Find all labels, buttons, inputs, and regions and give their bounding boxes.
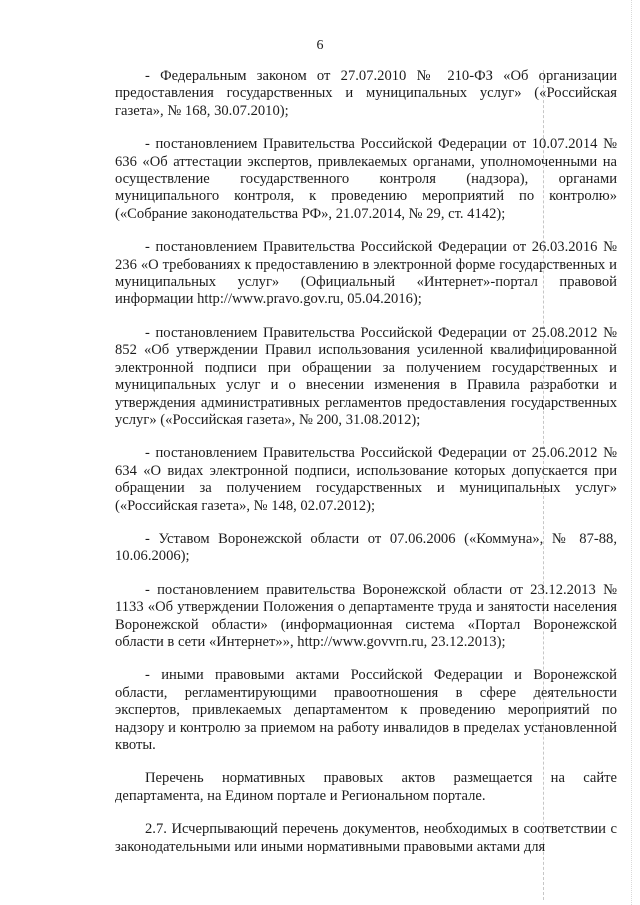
- paragraph-federal-law-210: - Федеральным законом от 27.07.2010 № 210-ФЗ «Об организации предоставления государственных и муниципальных услуг» («Российская газета», № 168, 30.07.2010);: [115, 68, 617, 119]
- paragraph-other-acts: - иными правовыми актами Российской Федерации и Воронежской области, регламентирующими правоотношения в сфере деятельности экспертов, привлекаемых департаментом к проведению мероприятий по надзору и контролю за приемом на работу инвалидов в пределах установленной квоты.: [115, 667, 617, 753]
- paragraph-resolution-236: - постановлением Правительства Российской Федерации от 26.03.2016 № 236 «О требованиях к предоставлению в электронной форме государственных и муниципальных услуг» (Официальный «Интернет»-портал правовой информации http://www.pravo.gov.ru, 05.04.2016);: [115, 239, 617, 308]
- scan-artifact-edge: [631, 0, 632, 905]
- paragraph-resolution-852: - постановлением Правительства Российской Федерации от 25.08.2012 № 852 «Об утверждении Правил использования усиленной квалифицированной электронной подписи при обращении за получением государственных и муниципальных услуг и о внесении изменения в Правила разработки и утверждения административных регламентов предоставления государственных услуг» («Российская газета», № 200, 31.08.2012);: [115, 324, 617, 428]
- paragraph-charter-voronezh: - Уставом Воронежской области от 07.06.2006 («Коммуна», № 87-88, 10.06.2006);: [115, 530, 617, 565]
- paragraph-section-2-7: 2.7. Исчерпывающий перечень документов, необходимых в соответствии с законодательными или иными нормативными правовыми актами для: [115, 821, 617, 855]
- page-number: 6: [316, 38, 324, 53]
- paragraph-resolution-1133: - постановлением правительства Воронежской области от 23.12.2013 № 1133 «Об утверждении Положения о департаменте труда и занятости населения Воронежской области» (информационная система «Портал Воронежской области в сети «Интернет»», http://www.govvrn.ru, 23.12.2013);: [115, 581, 617, 650]
- paragraph-resolution-634: - постановлением Правительства Российской Федерации от 25.06.2012 № 634 «О видах электронной подписи, использование которых допускается при обращении за получением государственных и муниципальных услуг» («Российская газета», № 148, 02.07.2012);: [115, 445, 617, 514]
- paragraph-list-placement: Перечень нормативных правовых актов размещается на сайте департамента, на Едином портале и Региональном портале.: [115, 770, 617, 804]
- document-body: [115, 68, 617, 856]
- paragraph-resolution-636: - постановлением Правительства Российской Федерации от 10.07.2014 № 636 «Об аттестации экспертов, привлекаемых органами, уполномоченными на осуществление государственного контроля (надзора), органами муниципального контроля, к проведению мероприятий по контролю» («Собрание законодательства РФ», 21.07.2014, № 29, ст. 4142);: [115, 136, 617, 222]
